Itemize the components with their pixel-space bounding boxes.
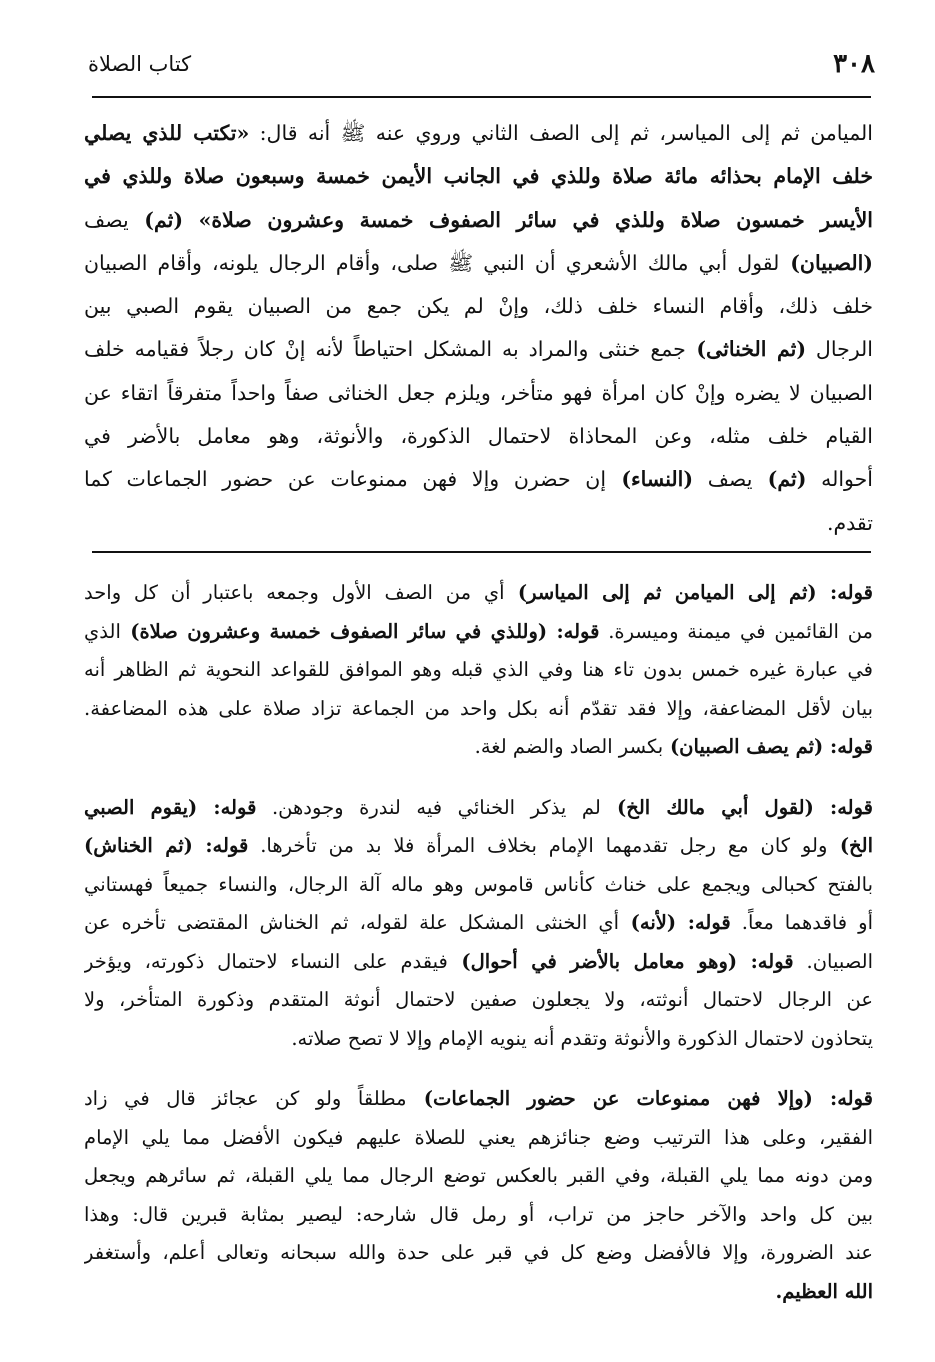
matn-line	[84, 199, 873, 242]
commentary-line	[84, 1020, 873, 1059]
commentary-line	[84, 613, 873, 652]
text-run: أو فاقدهما معاً.	[730, 911, 873, 934]
text-run: لقول أبي مالك الأشعري أن النبي ﷺ صلى، وأقام الرجال يلونه، وأقام الصبيان	[84, 250, 780, 275]
text-run: الصبيان لا يضره وإنْ كان امرأة فهو متأخر، ويلزم جعل الخناثى صفاً واحداً متفرقاً اتقاء عن	[84, 380, 873, 405]
text-run: في عبارة غيره خمس بدون تاء هنا وفي الذي قبله وهو الموافق للقواعد النحوية ثم الظاهر أنه	[84, 658, 873, 681]
bold-run: «تكتب للذي يصلي	[84, 121, 250, 145]
bold-run: الأيسر خمسون صلاة وللذي في سائر الصفوف خمسة وعشرون صلاة»	[183, 207, 873, 232]
bold-run: قوله: (يقوم الصبي	[84, 795, 257, 819]
text-run: فيقدم على النساء لاحتمال ذكورته، ويؤخر	[84, 949, 448, 973]
text-run: خلف ذلك، وأقام النساء خلف ذلك، وإنْ لم يكن جمع من الصبيان يقوم الصبي بين	[84, 294, 873, 319]
bold-run: قوله: (ثم إلى الميامن ثم إلى المياسر)	[504, 581, 873, 604]
text-run: يتحاذون لاحتمال الذكورة والأنوثة وتقدم أنه ينويه الإمام وإلا لا تصح صلاته.	[291, 1026, 873, 1050]
bold-run: الله العظيم.	[775, 1279, 873, 1303]
text-run: بيان لأقل المضاعفة، وإلا فقد تقدّم أنه بكل واحد من الجماعة تزاد صلاة على هذه المضاعفة.	[84, 696, 873, 720]
matn-line	[84, 112, 873, 155]
text-run: يصف	[84, 207, 129, 232]
text-run: مطلقاً ولو كن عجائز قال في زاد	[84, 1087, 407, 1110]
header-divider	[92, 96, 871, 98]
text-run: جمع خنثى والمراد به المشكل احتياطاً لأنه إنْ كان رجلاً فقيامه خلف	[84, 337, 686, 362]
text-run: الذي	[84, 619, 121, 643]
commentary-paragraph	[84, 789, 873, 1059]
text-run: عند الضرورة، وإلا فالأفضل وضع كل في قبر على حدة والله سبحانه وتعالى أعلم، وأستغفر	[84, 1241, 873, 1264]
commentary-paragraph	[84, 1080, 873, 1311]
text-run: بكسر الصاد والضم لغة.	[474, 735, 664, 758]
text-run: تقدم.	[826, 510, 873, 535]
text-run: الفقير، وعلى هذا الترتيب وضع جنائزهم يعني للصلاة عليهم فيكون الأفضل مما يلي الإمام	[84, 1125, 873, 1149]
matn-line	[84, 458, 873, 501]
bold-run: الخ)	[827, 834, 873, 857]
commentary-line	[84, 1080, 873, 1119]
commentary-line	[84, 827, 873, 866]
bold-run: (النساء)	[606, 467, 694, 492]
matn-line	[84, 415, 873, 458]
bold-run: قوله: (لأنه)	[619, 911, 731, 934]
text-run: ولو كان مع رجل تقدمهما الإمام بخلاف المرأة فلا بد من تأخرها.	[248, 834, 828, 857]
page-number: ٣٠٨	[833, 49, 875, 79]
commentary-line	[84, 1234, 873, 1273]
text-run: من القائمين في ميمنة وميسرة.	[599, 619, 873, 643]
commentary-line	[84, 1273, 873, 1312]
main-text	[84, 112, 873, 542]
page-header	[88, 44, 875, 84]
text-run: ومن دونه مما يلي القبلة، وفي القبر بالعكس توضع الرجال مما يلي القبلة، ثم سائرهم ويجعل	[84, 1164, 873, 1187]
bold-run: قوله: (لقول أبي مالك الخ)	[600, 795, 873, 819]
matn-line	[84, 242, 873, 285]
matn-line	[84, 502, 873, 542]
bold-run: قوله: (وهو معامل بالأضر في أحوال)	[447, 949, 794, 973]
bold-run: قوله: (وللذي في سائر الصفوف خمسة وعشرون صلاة)	[120, 619, 600, 643]
commentary-line	[84, 943, 873, 982]
text-run: عن الرجال لاحتمال أنوثته، ولا يجعلون صفين لاحتمال أنوثة المتقدم وذكورة المتأخر، ولا	[84, 988, 873, 1011]
text-run: الصبيان.	[793, 949, 873, 973]
matn-line	[84, 328, 873, 371]
text-run: القيام خلف مثله، وعن المحاذاة لاحتمال الذكورة، والأنوثة، وهو معامل بالأضر في	[84, 424, 873, 449]
commentary-divider	[92, 551, 871, 553]
running-title: كتاب الصلاة	[88, 52, 192, 76]
bold-run: خلف الإمام بحذائه مائة صلاة وللذي في الجانب الأيمن خمسة وسبعون صلاة وللذي في	[84, 164, 873, 189]
text-run: أي من الصف الأول وجمعه باعتبار أن كل واحد	[84, 581, 505, 604]
commentary-line	[84, 904, 873, 943]
commentary-line	[84, 1157, 873, 1196]
bold-run: (ثم الخناثى)	[685, 337, 807, 362]
commentary-line	[84, 651, 873, 690]
bold-run: قوله: (وإلا فهن ممنوعات عن حضور الجماعات)	[406, 1087, 873, 1110]
commentary-line	[84, 1119, 873, 1158]
bold-run: قوله: (ثم الخناش)	[84, 834, 249, 857]
text-run: الرجال	[806, 337, 873, 362]
commentary-line	[84, 789, 873, 828]
bold-run: (ثم)	[128, 207, 184, 232]
commentary-line	[84, 574, 873, 613]
commentary-paragraph	[84, 574, 873, 767]
bold-run: قوله: (ثم يصف الصبيان)	[663, 735, 873, 758]
matn-line	[84, 155, 873, 198]
matn-line	[84, 285, 873, 328]
matn-line	[84, 372, 873, 415]
commentary-text	[84, 574, 873, 1314]
text-run: أي الخنثى المشكل علة لقوله، ثم الخناش المقتضى تأخره عن	[84, 911, 620, 934]
commentary-line	[84, 728, 873, 767]
text-run: بالفتح كحبالى ويجمع على خناث كأناس قاموس وهو ماله آلة الرجال، والنساء جميعاً فهستاني	[84, 872, 873, 896]
text-run: إن حضرن وإلا فهن ممنوعات عن حضور الجماعات كما	[84, 467, 607, 492]
bold-run: (ثم)	[752, 467, 807, 492]
text-run: لم يذكر الخنائي فيه لندرة وجودهن.	[256, 795, 601, 819]
commentary-line	[84, 981, 873, 1020]
commentary-line	[84, 690, 873, 729]
commentary-line	[84, 1196, 873, 1235]
text-run: بين كل واحد والآخر حاجز من تراب، أو رمل قال شارحه: ليصير بمثابة قبرين قال: وهذا	[84, 1202, 873, 1226]
text-run: يصف	[693, 467, 753, 492]
commentary-line	[84, 866, 873, 905]
text-run: أحواله	[806, 467, 873, 492]
bold-run: (الصبيان)	[779, 250, 873, 275]
text-run: الميامن ثم إلى المياسر، ثم إلى الصف الثاني وروي عنه ﷺ أنه قال:	[249, 121, 873, 145]
